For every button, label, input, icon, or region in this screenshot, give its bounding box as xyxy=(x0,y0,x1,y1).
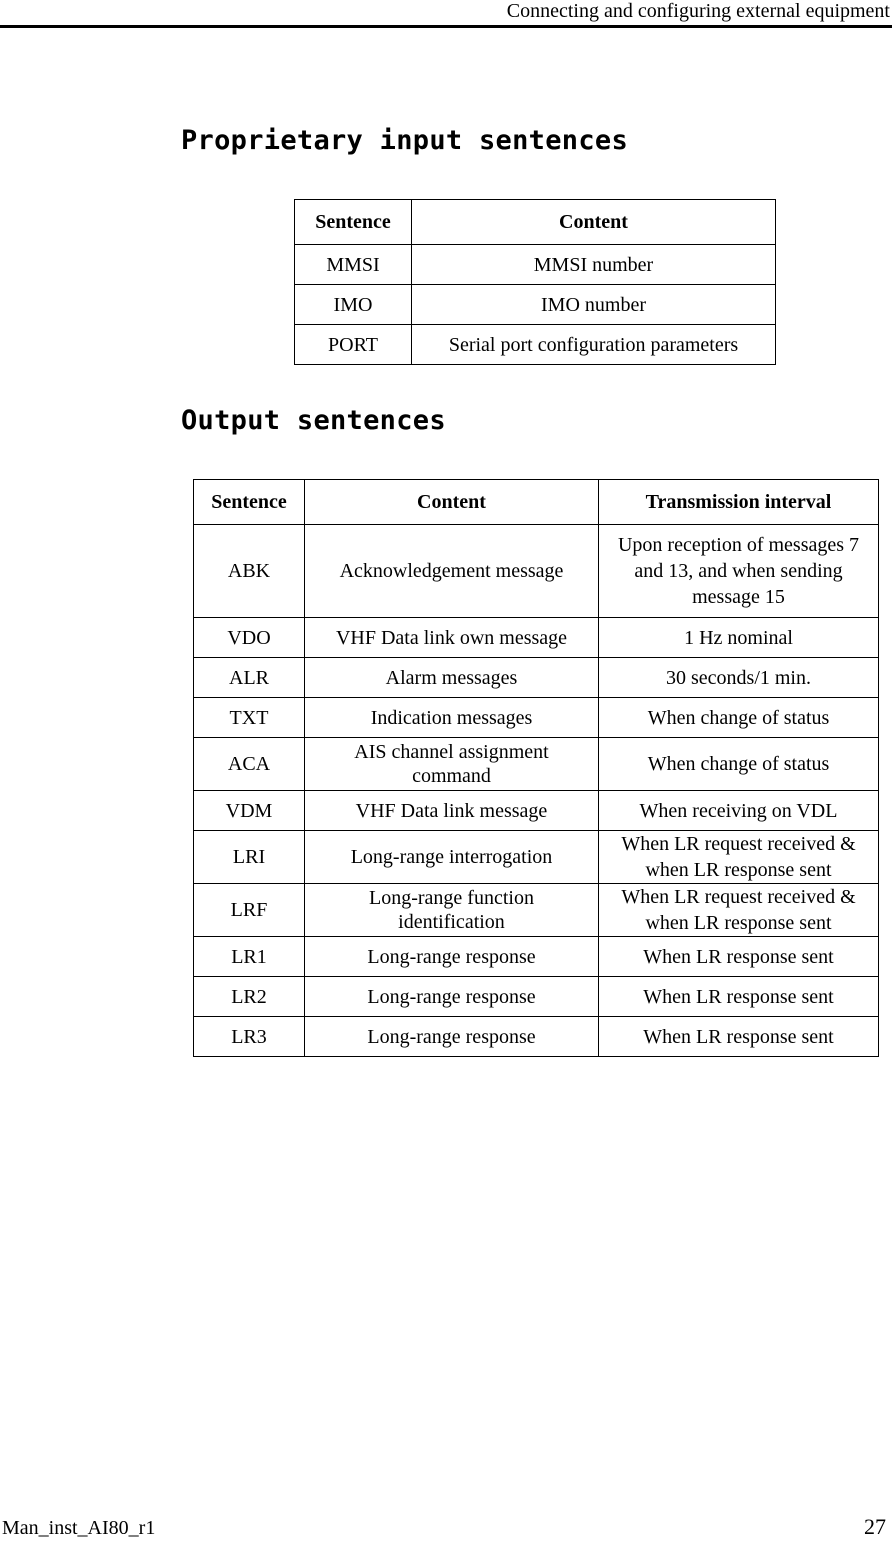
sentence-cell: LR2 xyxy=(194,977,305,1017)
sentence-cell: ABK xyxy=(194,525,305,618)
table-row xyxy=(194,884,879,937)
interval-cell: When change of status xyxy=(599,698,879,738)
table-row xyxy=(194,791,879,831)
header-rule xyxy=(0,25,892,28)
content-cell: VHF Data link own message xyxy=(305,618,599,658)
table-row xyxy=(295,245,776,285)
column-header-content: Content xyxy=(412,200,776,245)
table-row xyxy=(194,738,879,791)
sentence-cell: LR3 xyxy=(194,1017,305,1057)
table-header-row xyxy=(194,480,879,525)
content-cell: Indication messages xyxy=(305,698,599,738)
interval-cell: When LR response sent xyxy=(599,937,879,977)
sentence-cell: ACA xyxy=(194,738,305,791)
document-id: Man_inst_AI80_r1 xyxy=(2,1517,156,1539)
table-row xyxy=(194,831,879,884)
interval-cell: When LR response sent xyxy=(599,977,879,1017)
content-cell: Long-range interrogation xyxy=(305,831,599,884)
interval-cell: When receiving on VDL xyxy=(599,791,879,831)
table-row xyxy=(295,325,776,365)
content-cell: VHF Data link message xyxy=(305,791,599,831)
table-header-row xyxy=(295,200,776,245)
interval-cell: Upon reception of messages 7 and 13, and when sending message 15 xyxy=(599,525,879,618)
column-header-content: Content xyxy=(305,480,599,525)
column-header-sentence: Sentence xyxy=(194,480,305,525)
interval-cell: When LR request received & when LR response sent xyxy=(599,884,879,937)
sentence-cell: VDM xyxy=(194,791,305,831)
table-row xyxy=(295,285,776,325)
table-row xyxy=(194,525,879,618)
content-cell: AIS channel assignment command xyxy=(305,738,599,791)
interval-cell: When change of status xyxy=(599,738,879,791)
sentence-cell: LRI xyxy=(194,831,305,884)
content-cell: Acknowledgement message xyxy=(305,525,599,618)
table-row xyxy=(194,1017,879,1057)
content-cell: MMSI number xyxy=(412,245,776,285)
content-cell: Long-range response xyxy=(305,937,599,977)
proprietary-input-table xyxy=(294,199,776,365)
content-cell: Serial port configuration parameters xyxy=(412,325,776,365)
sentence-cell: IMO xyxy=(295,285,412,325)
output-sentences-heading: Output sentences xyxy=(181,405,446,436)
table-row xyxy=(194,698,879,738)
content-cell: Long-range response xyxy=(305,977,599,1017)
column-header-sentence: Sentence xyxy=(295,200,412,245)
interval-cell: When LR request received & when LR response sent xyxy=(599,831,879,884)
content-cell: Long-range response xyxy=(305,1017,599,1057)
sentence-cell: LRF xyxy=(194,884,305,937)
sentence-cell: MMSI xyxy=(295,245,412,285)
running-header: Connecting and configuring external equipment xyxy=(506,0,890,22)
interval-cell: When LR response sent xyxy=(599,1017,879,1057)
sentence-cell: TXT xyxy=(194,698,305,738)
content-cell: IMO number xyxy=(412,285,776,325)
content-cell: Alarm messages xyxy=(305,658,599,698)
interval-cell: 1 Hz nominal xyxy=(599,618,879,658)
content-cell: Long-range function identification xyxy=(305,884,599,937)
table-row xyxy=(194,937,879,977)
sentence-cell: VDO xyxy=(194,618,305,658)
interval-cell: 30 seconds/1 min. xyxy=(599,658,879,698)
sentence-cell: ALR xyxy=(194,658,305,698)
table-row xyxy=(194,977,879,1017)
page-number: 27 xyxy=(864,1514,886,1539)
proprietary-input-heading: Proprietary input sentences xyxy=(181,125,628,156)
output-sentences-table xyxy=(193,479,879,1057)
column-header-transmission-interval: Transmission interval xyxy=(599,480,879,525)
table-row xyxy=(194,618,879,658)
sentence-cell: LR1 xyxy=(194,937,305,977)
table-row xyxy=(194,658,879,698)
sentence-cell: PORT xyxy=(295,325,412,365)
